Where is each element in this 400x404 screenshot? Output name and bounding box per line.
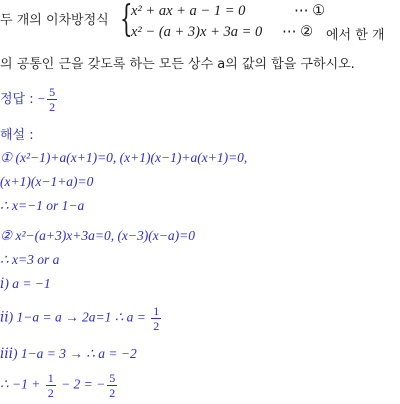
problem-line-2-text: 의 공통인 근을 갖도록 하는 모든 상수 a의 값의 합을 구하시오. xyxy=(0,57,355,72)
solution-line-9-den-2: 2 xyxy=(109,386,116,400)
equation-1-mark xyxy=(294,3,325,20)
solution-line-7-fraction xyxy=(151,305,161,332)
solution-line-7 xyxy=(0,305,163,332)
solution-line-9 xyxy=(0,372,119,399)
answer-denominator: 2 xyxy=(49,100,56,114)
solution-line-8-text: ⅲ) 1−a = 3 → ∴ a = −2 xyxy=(0,346,137,361)
solution-line-2 xyxy=(0,174,93,190)
solution-line-5 xyxy=(0,252,59,268)
problem-suffix-text: 에서 한 개 xyxy=(326,28,385,43)
solution-line-8 xyxy=(0,346,137,362)
equation-2-expr: x² − (a + 3)x + 3a = 0 xyxy=(131,24,263,40)
equation-1-expr: x² + ax + a − 1 = 0 xyxy=(131,3,246,19)
equation-1 xyxy=(131,3,245,20)
solution-label xyxy=(0,124,34,143)
solution-line-1 xyxy=(0,150,247,166)
equation-2-mark xyxy=(282,24,313,41)
solution-line-2-text: (x+1)(x−1+a)=0 xyxy=(0,174,94,189)
solution-line-1-text: ① (x²−1)+a(x+1)=0, (x+1)(x−1)+a(x+1)=0, xyxy=(0,150,248,165)
solution-line-9-num-1: 1 xyxy=(47,371,54,385)
solution-line-7-den: 2 xyxy=(153,319,160,333)
problem-suffix xyxy=(326,24,385,43)
answer-sign: − xyxy=(37,91,46,106)
solution-line-9-fraction-2 xyxy=(107,372,117,399)
solution-line-7-num: 1 xyxy=(153,304,160,318)
solution-line-3 xyxy=(0,198,84,214)
solution-line-9-num-2: 5 xyxy=(109,371,116,385)
answer-label: 정답 : xyxy=(0,92,34,107)
solution-line-7-text: ⅱ) 1−a = a → 2a=1 ∴ a = xyxy=(0,309,146,325)
problem-intro-text: 두 개의 이차방정식 xyxy=(0,13,109,28)
solution-line-5-text: ∴ x=3 or a xyxy=(0,252,60,267)
equation-2 xyxy=(131,24,262,41)
solution-line-9-text-a: ∴ −1 + xyxy=(0,376,41,392)
solution-line-3-text: ∴ x=−1 or 1−a xyxy=(0,198,85,213)
solution-line-6-text: ⅰ) a = −1 xyxy=(0,276,51,291)
solution-line-9-fraction-1 xyxy=(46,372,56,399)
system-brace: { xyxy=(120,0,133,40)
solution-line-9-den-1: 2 xyxy=(47,386,54,400)
problem-intro xyxy=(0,9,109,28)
solution-label-text: 해설 : xyxy=(0,128,34,143)
answer-fraction xyxy=(47,86,57,113)
answer-line xyxy=(0,86,59,113)
solution-line-4 xyxy=(0,228,195,244)
answer-numerator: 5 xyxy=(49,85,56,99)
solution-line-4-text: ② x²−(a+3)x+3a=0, (x−3)(x−a)=0 xyxy=(0,228,195,243)
problem-line-2 xyxy=(0,53,355,72)
equation-2-mark-text: ⋯ ② xyxy=(282,24,314,40)
solution-line-9-text-b: − 2 = − xyxy=(61,376,106,392)
solution-line-6 xyxy=(0,276,51,292)
equation-1-mark-text: ⋯ ① xyxy=(294,3,326,19)
